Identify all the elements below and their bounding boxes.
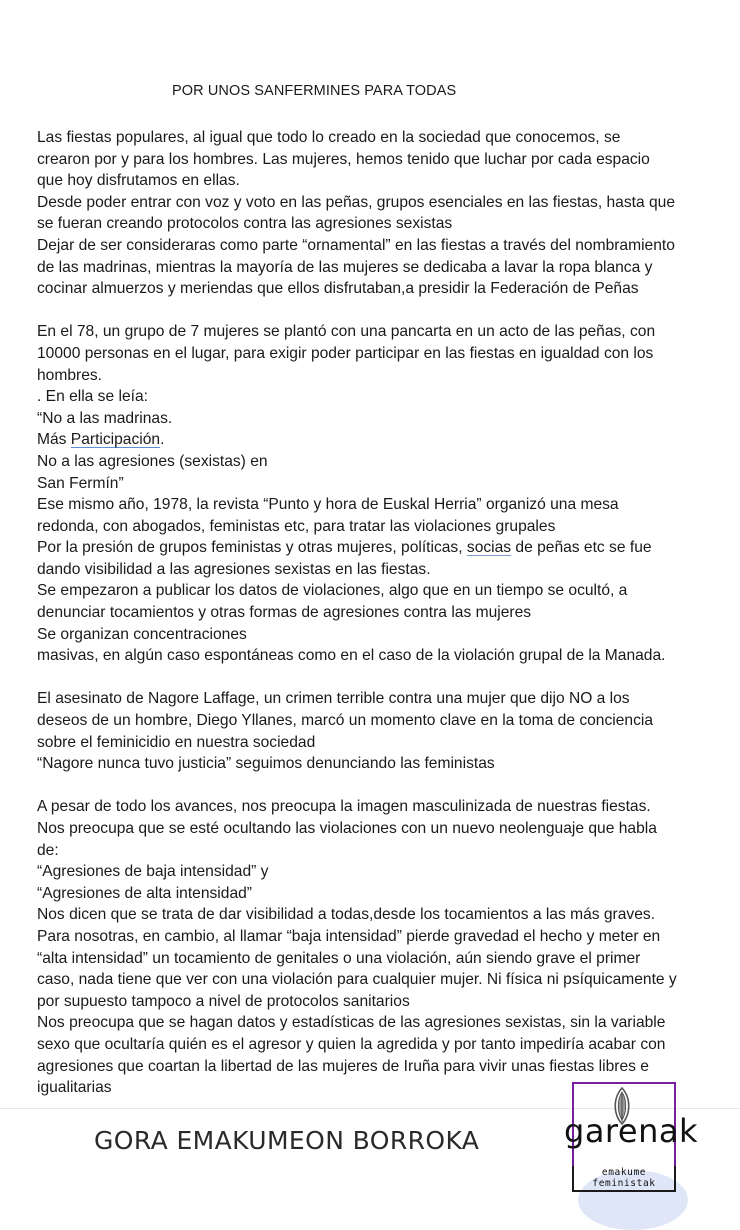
text-line: Para nosotras, en cambio, al llamar “baja intensidad” pierde gravedad el hecho y meter en	[37, 927, 661, 945]
text-line: redonda, con abogados, feministas etc, para tratar las violaciones grupales	[37, 517, 556, 535]
text-line: “Agresiones de alta intensidad”	[37, 884, 252, 902]
text-line: Se organizan concentraciones	[37, 625, 247, 643]
text-line: sexo que ocultaría quién es el agresor y quien la agredida y por tanto impediría acabar con	[37, 1035, 666, 1053]
logo-subtitle-line-1: emakume	[601, 1167, 647, 1178]
text-line: “Agresiones de baja intensidad” y	[37, 863, 269, 881]
text-line: Dejar de ser consideraras como parte “ornamental” en las fiestas a través del nombramiento	[37, 236, 675, 254]
text-line: Nos dicen que se trata de dar visibilidad a todas,desde los tocamientos a las más graves.	[37, 906, 656, 924]
text-line: Las fiestas populares, al igual que todo lo creado en la sociedad que conocemos, se	[37, 129, 621, 146]
text-line: por supuesto tampoco a nivel de protocolos sanitarios	[37, 992, 410, 1010]
text-line: No a las agresiones (sexistas) en	[37, 452, 268, 470]
paragraph-gap	[37, 667, 737, 689]
text-segment: de peñas etc se fue	[511, 539, 652, 557]
text-segment: Más	[37, 431, 71, 449]
text-line: caso, nada tiene que ver con una violación para cualquier mujer. Ni física ni psíquicamente y	[37, 971, 677, 989]
text-line: A pesar de todo los avances, nos preocupa la imagen masculinizada de nuestras fiestas.	[37, 798, 651, 816]
logo-subtitle-line-2: feministak	[592, 1178, 656, 1189]
spellcheck-underlined-word: socias	[466, 539, 512, 557]
text-line: de:	[37, 841, 59, 859]
document-body	[37, 127, 737, 1099]
text-line: cocinar almuerzos y meriendas que ellos disfrutaban,a presidir la Federación de Peñas	[37, 280, 639, 298]
text-line: Se empezaron a publicar los datos de violaciones, algo que en un tiempo se ocultó, a	[37, 582, 628, 600]
text-line: Ese mismo año, 1978, la revista “Punto y hora de Euskal Herria” organizó una mesa	[37, 496, 619, 514]
text-segment: Por la presión de grupos feministas y otras mujeres, políticas,	[37, 539, 467, 557]
text-line: Nos preocupa que se hagan datos y estadísticas de las agresiones sexistas, sin la variable	[37, 1014, 666, 1032]
text-line: de las madrinas, mientras la mayoría de las mujeres se dedicaba a lavar la ropa blanca y	[37, 258, 653, 276]
text-line: deseos de un hombre, Diego Yllanes, marcó un momento clave en la toma de conciencia	[37, 712, 654, 730]
text-line: sobre el feminicidio en nuestra sociedad	[37, 733, 316, 751]
text-line: “alta intensidad” un tocamiento de genitales o una violación, aún siendo grave el primer	[37, 949, 641, 967]
text-line: se fueran creando protocolos contra las agresiones sexistas	[37, 215, 453, 233]
text-line: El asesinato de Nagore Laffage, un crimen terrible contra una mujer que dijo NO a los	[37, 690, 630, 708]
text-line: agresiones que coartan la libertad de las mujeres de Iruña para vivir unas fiestas libres e	[37, 1057, 649, 1075]
text-line: masivas, en algún caso espontáneas como en el caso de la violación grupal de la Manada.	[37, 647, 666, 665]
text-line: “No a las madrinas.	[37, 409, 173, 427]
text-segment: .	[160, 431, 165, 449]
text-line	[37, 537, 737, 559]
text-line: crearon por y para los hombres. Las mujeres, hemos tenido que luchar por cada espacio	[37, 150, 650, 168]
text-line: igualitarias	[37, 1079, 112, 1097]
footer-slogan: GORA EMAKUMEON BORROKA	[94, 1126, 480, 1155]
text-line: 10000 personas en el lugar, para exigir poder participar en las fiestas en igualdad con los	[37, 344, 654, 362]
text-line	[37, 429, 737, 451]
text-line: En el 78, un grupo de 7 mujeres se plantó con una pancarta en un acto de las peñas, con	[37, 323, 656, 341]
text-line: . En ella se leía:	[37, 388, 148, 406]
text-line: que hoy disfrutamos en ellas.	[37, 172, 240, 190]
garenak-logo	[564, 1082, 698, 1200]
paragraph-gap	[37, 775, 737, 797]
logo-brand-name: garenak	[564, 1112, 698, 1150]
spellcheck-underlined-word: Participación	[70, 431, 161, 449]
paragraph-gap	[37, 300, 737, 322]
logo-subtitle	[572, 1166, 676, 1192]
text-line: San Fermín”	[37, 474, 124, 492]
text-line: Nos preocupa que se esté ocultando las violaciones con un nuevo neolenguaje que habla	[37, 820, 657, 837]
text-line: denunciar tocamientos y otras formas de agresiones contra las mujeres	[37, 604, 532, 622]
text-line: hombres.	[37, 366, 103, 384]
text-line: Desde poder entrar con voz y voto en las peñas, grupos esenciales en las fiestas, hasta que	[37, 193, 675, 211]
document-title: POR UNOS SANFERMINES PARA TODAS	[172, 83, 457, 99]
text-line: “Nagore nunca tuvo justicia” seguimos denunciando las feministas	[37, 755, 495, 773]
text-line: dando visibilidad a las agresiones sexistas en las fiestas.	[37, 560, 431, 578]
